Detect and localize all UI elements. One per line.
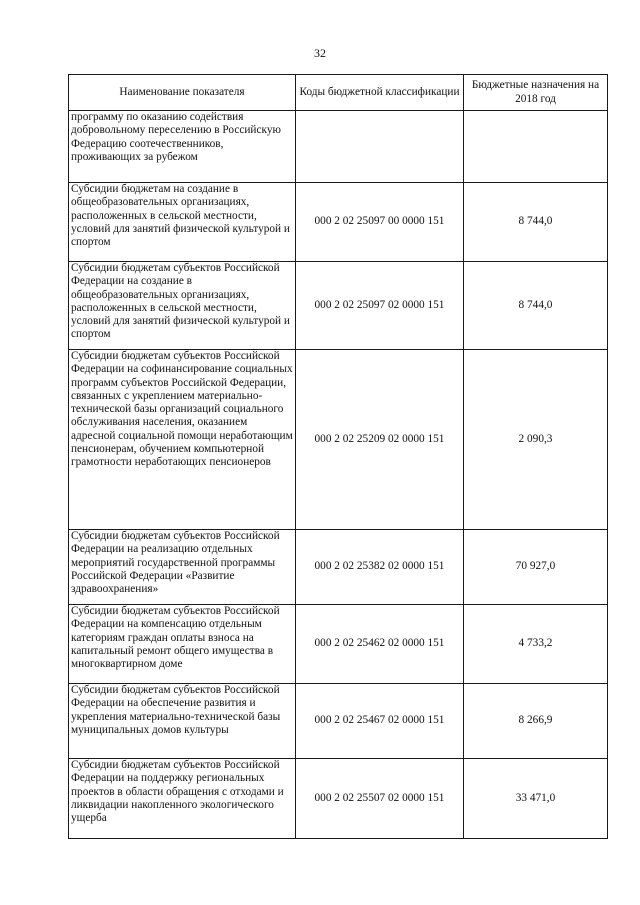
header-indicator-name: Наименование показателя	[69, 75, 296, 111]
budget-code: 000 2 02 25507 02 0000 151	[296, 759, 464, 839]
indicator-name: программу по оказанию содействия добровольному переселению в Российскую Федерацию соотечественников, проживающих за рубежом	[69, 111, 296, 183]
indicator-name: Субсидии бюджетам на создание в общеобразовательных организациях, расположенных в сельской местности, условий для занятий физической культурой и спортом	[69, 183, 296, 262]
table-row	[69, 183, 608, 262]
budget-code: 000 2 02 25462 02 0000 151	[296, 605, 464, 684]
table-row	[69, 262, 608, 350]
indicator-name: Субсидии бюджетам субъектов Российской Федерации на поддержку региональных проектов в области обращения с отходами и ликвидации накопленного экологического ущерба	[69, 759, 296, 839]
budget-code: 000 2 02 25097 00 0000 151	[296, 183, 464, 262]
table-row	[69, 111, 608, 183]
page-number: 32	[314, 46, 326, 60]
budget-code: 000 2 02 25382 02 0000 151	[296, 530, 464, 605]
header-budget-amount: Бюджетные назначения на 2018 год	[464, 75, 608, 111]
budget-code	[296, 111, 464, 183]
indicator-name: Субсидии бюджетам субъектов Российской Федерации на компенсацию отдельным категориям граждан оплаты взноса на капитальный ремонт общего имущества в многоквартирном доме	[69, 605, 296, 684]
table-row	[69, 530, 608, 605]
table-row	[69, 350, 608, 530]
indicator-name: Субсидии бюджетам субъектов Российской Федерации на реализацию отдельных мероприятий государственной программы Российской Федерации «Развитие здравоохранения»	[69, 530, 296, 605]
budget-code: 000 2 02 25467 02 0000 151	[296, 684, 464, 759]
indicator-name: Субсидии бюджетам субъектов Российской Федерации на софинансирование социальных программ субъектов Российской Федерации, связанных с укреплением материально-технической базы организаций социального обслуживания населения, оказанием адресной социальной помощи неработающим пенсионерам, обучением компьютерной грамотности неработающих пенсионеров	[69, 350, 296, 530]
budget-code: 000 2 02 25097 02 0000 151	[296, 262, 464, 350]
budget-amount: 33 471,0	[464, 759, 608, 839]
indicator-name: Субсидии бюджетам субъектов Российской Федерации на создание в общеобразовательных организациях, расположенных в сельской местности, условий для занятий физической культурой и спортом	[69, 262, 296, 350]
table-row	[69, 684, 608, 759]
header-budget-code: Коды бюджетной классификации	[296, 75, 464, 111]
budget-amount: 8 744,0	[464, 183, 608, 262]
table-row	[69, 605, 608, 684]
budget-code: 000 2 02 25209 02 0000 151	[296, 350, 464, 530]
budget-amount	[464, 111, 608, 183]
budget-amount: 8 266,9	[464, 684, 608, 759]
budget-amount: 70 927,0	[464, 530, 608, 605]
budget-amount: 2 090,3	[464, 350, 608, 530]
budget-amount: 4 733,2	[464, 605, 608, 684]
budget-amount: 8 744,0	[464, 262, 608, 350]
table-header-row	[69, 75, 608, 111]
indicator-name: Субсидии бюджетам субъектов Российской Федерации на обеспечение развития и укрепления материально-технической базы муниципальных домов культуры	[69, 684, 296, 759]
table-row	[69, 759, 608, 839]
budget-table	[68, 74, 608, 839]
